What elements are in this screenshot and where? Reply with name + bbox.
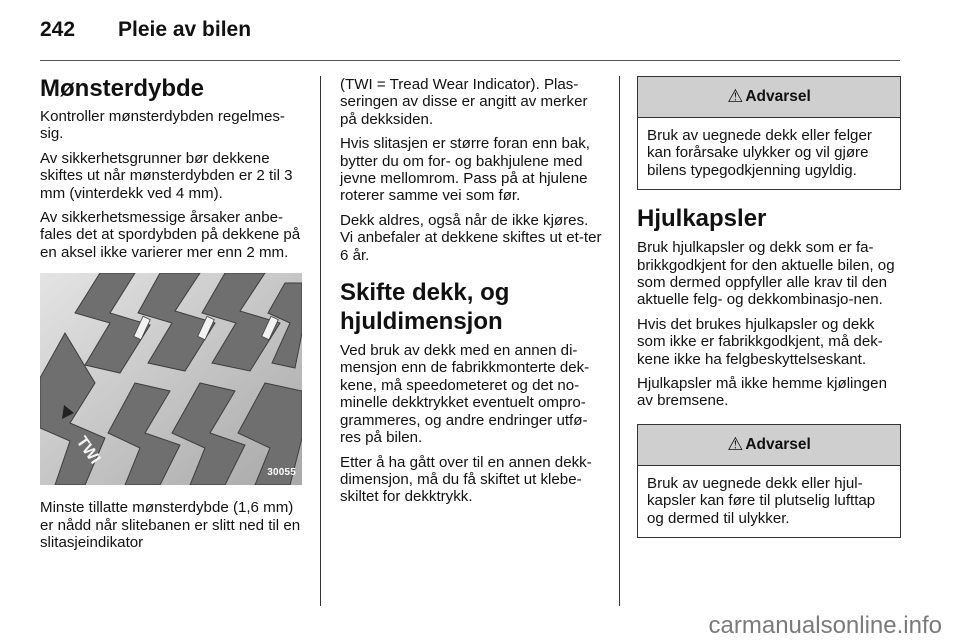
paragraph: Hvis slitasjen er større foran enn bak, bytter du om for- og bakhjulene med jevne mellomrom. Pass på at hjulene roterer samme vei som før. <box>340 135 590 205</box>
figure-number: 30055 <box>267 466 296 478</box>
warning-header <box>638 425 900 466</box>
paragraph: Dekk aldres, også når de ikke kjøres. Vi anbefaler at dekkene skiftes ut et-ter 6 år. <box>340 211 602 264</box>
warning-text: Bruk av uegnede dekk eller felger kan forårsake ulykker og vil gjøre bilens typegodkjenning ugyldig. <box>647 127 872 179</box>
heading-change-tires: Skifte dekk, og hjuldimensjon <box>340 279 510 336</box>
heading-tread-depth: Mønsterdybde <box>40 75 205 102</box>
paragraph: Av sikkerhetsgrunner bør dekkene skiftes ut når mønsterdybden er 2 til 3 mm (vinterdekk ved 4 mm). <box>40 149 293 202</box>
paragraph: Av sikkerhetsmessige årsaker anbe-fales det at spordybden på dekkene på en aksel ikke varierer mer enn 2 mm. <box>40 209 301 261</box>
tire-tread-illustration <box>40 273 302 485</box>
paragraph: Etter å ha gått over til en annen dekk-dimensjon, må du få skiftet ut klebe-skiltet for dekktrykk. <box>340 453 592 506</box>
heading-hubcaps: Hjulkapsler <box>637 205 767 233</box>
warning-box <box>637 76 901 190</box>
warning-title: Advarsel <box>745 88 811 106</box>
column-1 <box>40 76 302 558</box>
warning-triangle-icon: ⚠ <box>727 434 744 456</box>
paragraph: (TWI = Tread Wear Indicator). Plas-seringen av disse er angitt av merker på dekksiden. <box>340 76 588 128</box>
paragraph: Bruk hjulkapsler og dekk som er fa-brikkgodkjent for den aktuelle bilen, og som dermed oppfyller alle krav til den aktuelle felg- og dekkombinasjo-nen. <box>637 239 895 309</box>
warning-triangle-icon: ⚠ <box>727 86 744 108</box>
tire-tread-drawing <box>40 273 302 485</box>
column-3 <box>637 76 901 538</box>
warning-header <box>638 77 900 118</box>
paragraph: Hjulkapsler må ikke hemme kjølingen av bremsene. <box>637 375 887 410</box>
column-divider <box>320 76 321 606</box>
page-number: 242 <box>40 18 76 41</box>
paragraph: Ved bruk av dekk med en annen di-mensjon enn de fabrikkmonterte dek-kene, må speedometeret og det no-minelle dekktrykket eventuelt ompro-grammeres, og andre endringer utfø-res på bilen. <box>340 342 590 447</box>
header-divider <box>40 60 900 61</box>
paragraph: Kontroller mønsterdybden regelmes-sig. <box>40 108 285 143</box>
warning-box <box>637 424 901 538</box>
page-header <box>40 18 251 50</box>
warning-title: Advarsel <box>745 436 811 454</box>
warning-text: Bruk av uegnede dekk eller hjul-kapsler kan føre til plutselig lufttap og dermed til ulykker. <box>647 474 876 527</box>
twi-marker-label: TWI <box>72 433 104 468</box>
section-title: Pleie av bilen <box>118 18 252 41</box>
column-2 <box>340 76 604 513</box>
watermark: carmanualsonline.info <box>708 612 942 639</box>
column-divider <box>619 76 620 606</box>
figure-caption: Minste tillatte mønsterdybde (1,6 mm) er nådd når slitebanen er slitt ned til en slitasjeindikator <box>40 499 301 552</box>
paragraph: Hvis det brukes hjulkapsler og dekk som ikke er fabrikkgodkjent, må dek-kene ikke ha felgbeskyttelseskant. <box>637 315 883 368</box>
